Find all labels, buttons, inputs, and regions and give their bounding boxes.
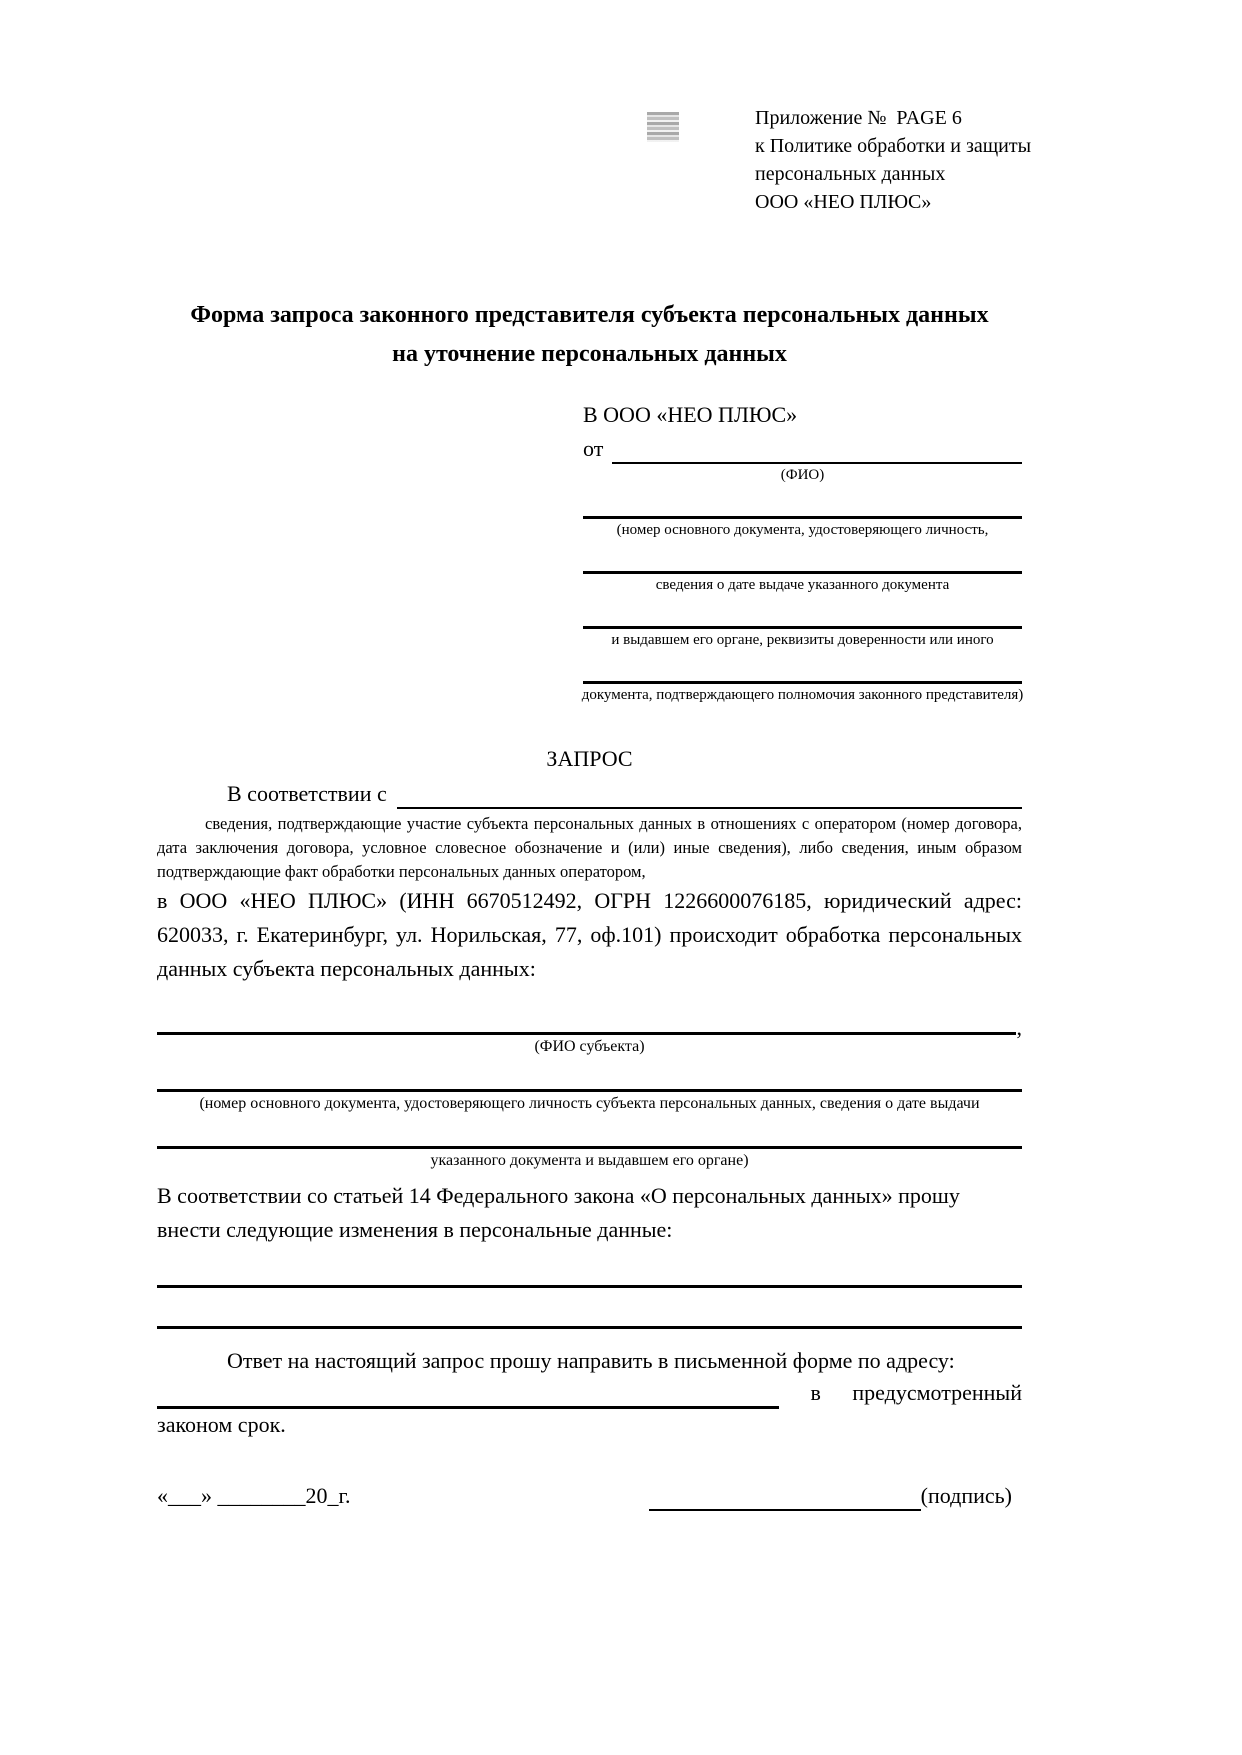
signature-fill-line	[649, 1485, 921, 1511]
subject-trailing-comma: ,	[1016, 1015, 1022, 1040]
addressee-block	[583, 400, 1022, 705]
subject-doc-caption-1: (номер основного документа, удостоверяющего личность субъекта персональных данных, сведения о дате выдачи	[199, 1095, 980, 1112]
company-name-line: ООО «НЕО ПЛЮС»	[755, 191, 932, 213]
fio-caption: (ФИО)	[780, 467, 825, 483]
subject-doc-caption-2: указанного документа и выдавшем его органе)	[430, 1152, 749, 1169]
policy-line-1: к Политике обработки и защиты	[755, 135, 1032, 157]
reply-address-row	[157, 1377, 1022, 1409]
title-line-2: на уточнение персональных данных	[392, 341, 787, 367]
reply-tail: законом срок.	[157, 1412, 286, 1437]
representative-doc-fill-line-4	[583, 650, 1022, 684]
participation-footnote: сведения, подтверждающие участие субъекта персональных данных в отношениях с оператором (номер договора, дата заключения договора, условное словесное обозначение и (или) иные сведения), либо сведения, иным образом подтверждающие факт обработки персональных данных оператором,	[157, 814, 1022, 881]
document-body	[157, 0, 1022, 1511]
changes-fill-line-2	[157, 1288, 1022, 1329]
changes-fill-line-1	[157, 1247, 1022, 1288]
subject-fio-row	[157, 1008, 1022, 1040]
representative-doc-caption-4: документа, подтверждающего полномочия законного представителя)	[581, 687, 1024, 703]
from-fill-in-line	[612, 436, 1022, 464]
representative-doc-fill-line-1	[583, 485, 1022, 519]
document-title	[157, 296, 1022, 374]
title-line-1: Форма запроса законного представителя субъекта персональных данных	[190, 302, 989, 328]
policy-line-2: персональных данных	[755, 163, 946, 185]
article14-paragraph: В соответствии со статьей 14 Федерального закона «О персональных данных» прошу внести следующие изменения в персональные данные:	[157, 1183, 960, 1242]
subject-doc-fill-line-2	[157, 1114, 1022, 1149]
addressee-company: В ООО «НЕО ПЛЮС»	[583, 402, 798, 427]
operator-paragraph: в ООО «НЕО ПЛЮС» (ИНН 6670512492, ОГРН 1226600076185, юридический адрес: 620033, г. Екатеринбург, ул. Норильская, 77, оф.101) происходит обработка персональных данных субъекта персональных данных:	[157, 888, 1022, 981]
subject-doc-fill-line-1	[157, 1057, 1022, 1092]
reply-word-v: в	[810, 1380, 821, 1405]
date-signature-row	[157, 1481, 1022, 1511]
accordance-row	[157, 779, 1022, 809]
reply-address-fill-line	[157, 1382, 779, 1409]
accordance-prefix: В соответствии с	[227, 781, 387, 806]
reply-word-predusmotrennyj: предусмотренный	[852, 1380, 1022, 1405]
subject-fio-fill-line	[157, 1008, 1016, 1035]
signature-caption: (подпись)	[920, 1483, 1012, 1508]
from-row	[583, 434, 1022, 464]
accordance-fill-in-line	[397, 783, 1022, 809]
representative-doc-caption-2: сведения о дате выдаче указанного документа	[655, 577, 950, 593]
representative-doc-caption-1: (номер основного документа, удостоверяющего личность,	[616, 522, 989, 538]
from-label: от	[583, 436, 604, 461]
representative-doc-fill-line-3	[583, 595, 1022, 629]
appendix-number-line: Приложение № PAGE 6	[755, 107, 962, 129]
subject-fio-caption: (ФИО субъекта)	[534, 1038, 645, 1055]
request-heading: ЗАПРОС	[546, 746, 633, 771]
representative-doc-caption-3: и выдавшем его органе, реквизиты доверенности или иного	[611, 632, 994, 648]
representative-doc-fill-line-2	[583, 540, 1022, 574]
reply-paragraph: Ответ на настоящий запрос прошу направить в письменной форме по адресу:	[227, 1348, 955, 1373]
date-fill-text: «___» ________20_г.	[157, 1483, 351, 1508]
